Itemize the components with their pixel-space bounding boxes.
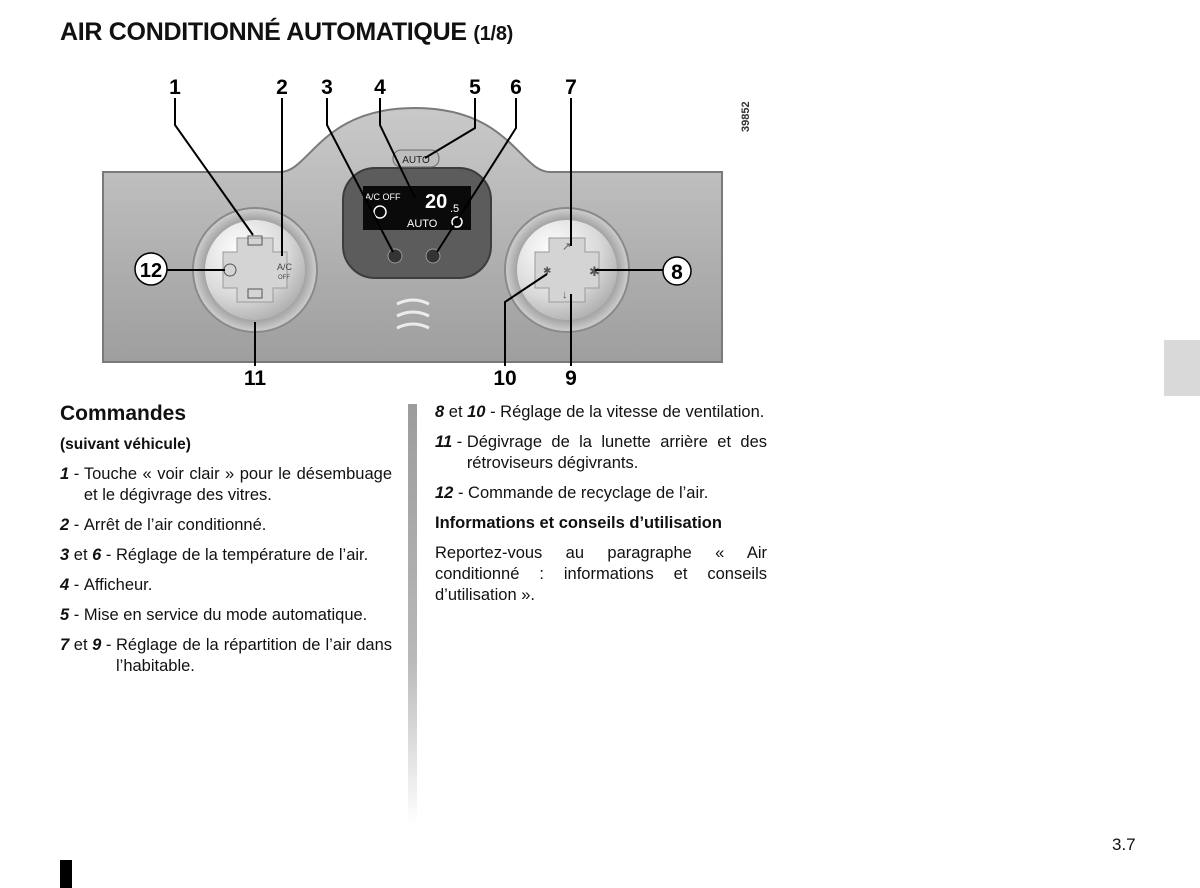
page-count: (1/8)	[473, 23, 513, 45]
list-item	[60, 575, 392, 596]
list-item	[435, 483, 767, 504]
callout-7: 7	[565, 76, 577, 99]
temp-down-button	[388, 249, 402, 263]
right-column	[435, 402, 767, 615]
list-item	[435, 402, 767, 423]
climate-panel-illustration	[95, 70, 775, 390]
item-key: 8 et 10 -	[435, 403, 501, 421]
auto-button-label: AUTO	[402, 155, 430, 166]
left-column	[60, 402, 392, 686]
callout-8: 8	[671, 261, 683, 284]
item-text: Réglage de la vitesse de ventilation.	[500, 403, 765, 421]
ac-button-label: A/C	[277, 262, 293, 272]
list-item	[60, 464, 392, 506]
info-paragraph: Reportez-vous au paragraphe « Air conditionné : informations et conseils d’utilisation ».	[435, 544, 767, 604]
item-key: 12 -	[435, 484, 469, 502]
item-key: 11 -	[435, 433, 467, 451]
climate-control-diagram	[95, 70, 775, 390]
callout-12: 12	[139, 260, 163, 282]
callout-4: 4	[374, 76, 386, 99]
lcd-mode-auto: AUTO	[407, 218, 438, 230]
item-text: Mise en service du mode automatique.	[83, 606, 368, 624]
item-text: Touche « voir clair » pour le désembuage et le dégivrage des vitres.	[83, 465, 392, 504]
air-direction-lower-icon: ↓	[562, 289, 568, 301]
air-direction-upper-icon: ↗	[562, 241, 572, 253]
corner-mark	[60, 860, 72, 888]
list-item	[60, 605, 392, 626]
page-number: 3.7	[1112, 835, 1136, 854]
item-text: Commande de recyclage de l’air.	[468, 484, 709, 502]
item-text: Réglage de la répartition de l’air dans l’habitable.	[115, 636, 392, 675]
item-text: Afficheur.	[83, 576, 153, 594]
item-text: Arrêt de l’air conditionné.	[83, 516, 267, 534]
callout-6: 6	[510, 76, 522, 99]
item-key: 5 -	[60, 606, 84, 624]
list-item	[60, 635, 392, 677]
item-key: 3 et 6 -	[60, 546, 116, 564]
callout-5: 5	[469, 76, 481, 99]
section-subheading: (suivant véhicule)	[60, 436, 191, 453]
callout-1: 1	[169, 76, 181, 99]
fan-low-icon: ✱	[543, 266, 552, 277]
callout-3: 3	[321, 76, 333, 99]
lcd-ac-off: A/C OFF	[365, 192, 401, 202]
item-text: Dégivrage de la lunette arrière et des rétroviseurs dégivrants.	[466, 433, 767, 472]
page-title-text: AIR CONDITIONNÉ AUTOMATIQUE	[60, 18, 467, 46]
list-item	[60, 515, 392, 536]
page-title	[60, 18, 513, 47]
callout-2: 2	[276, 76, 288, 99]
item-text: Réglage de la température de l’air.	[115, 546, 369, 564]
figure-code: 39852	[740, 101, 752, 132]
callout-10: 10	[493, 367, 517, 390]
ac-button-sub: OFF	[278, 275, 290, 281]
list-item	[60, 545, 392, 566]
column-divider	[408, 404, 417, 824]
section-heading: Commandes	[60, 402, 187, 425]
fan-high-icon: ✱	[589, 264, 600, 279]
section-tab	[1164, 340, 1200, 396]
item-key: 7 et 9 -	[60, 636, 116, 654]
item-key: 4 -	[60, 576, 84, 594]
list-item	[435, 432, 767, 474]
item-key: 1 -	[60, 465, 84, 483]
callout-11: 11	[243, 367, 267, 390]
callout-9: 9	[565, 367, 577, 390]
lcd-temperature: 20	[425, 191, 448, 213]
item-key: 2 -	[60, 516, 84, 534]
lcd-temperature-decimal: .5	[450, 203, 460, 215]
info-heading: Informations et conseils d’utilisation	[435, 514, 722, 532]
